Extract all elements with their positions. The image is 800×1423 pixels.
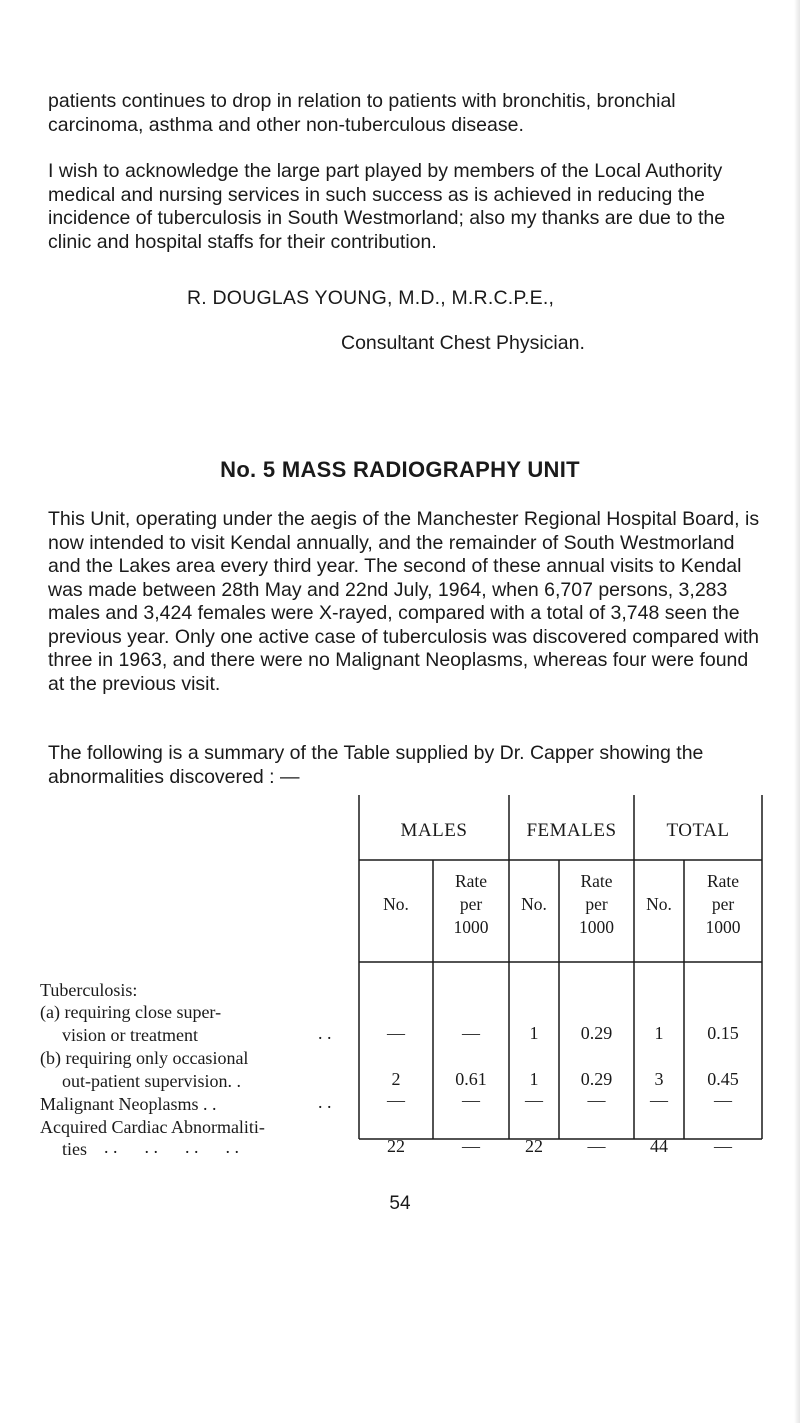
table-cell: 44 xyxy=(650,1136,668,1156)
table-cell: 22 xyxy=(525,1136,543,1156)
per-word: per xyxy=(459,894,483,914)
table-cell: — xyxy=(587,1136,606,1156)
header-total: TOTAL xyxy=(666,820,730,841)
intro-paragraph-2: I wish to acknowledge the large part played by members of the Local Authority medical and nursing services in such success as is achieved in reducing the incidence of tuberculosis in South Westmorland; also my thanks are due to the clinic and hospital staffs for their contribution. xyxy=(48,160,726,253)
table-cell: — xyxy=(587,1090,606,1110)
table-cell: 1 xyxy=(529,1069,539,1089)
per-word: per xyxy=(711,894,735,914)
per-word: per xyxy=(585,894,608,914)
table-cell: — xyxy=(650,1090,668,1110)
intro-paragraph-1: patients continues to drop in relation to patients with bronchitis, bronchial carcinoma, asthma and other non-tuberculous disease. xyxy=(48,90,676,136)
row-label-cardiac-line1: Acquired Cardiac Abnormaliti- xyxy=(40,1117,265,1137)
table-cell: 1 xyxy=(654,1023,664,1043)
thousand-word: 1000 xyxy=(453,917,489,937)
leader-dots: . . xyxy=(318,1092,332,1112)
thousand-word: 1000 xyxy=(705,917,741,937)
table-cell: 1 xyxy=(529,1023,539,1043)
table-cell: — xyxy=(387,1023,405,1043)
row-label-b-line1: (b) requiring only occasional xyxy=(40,1048,249,1068)
subheader-males-no: No. xyxy=(383,894,409,914)
subheader-males-rate xyxy=(433,870,509,939)
table-cell: 0.29 xyxy=(580,1023,613,1043)
signature-name: R. DOUGLAS YOUNG, M.D., M.R.C.P.E., xyxy=(187,287,555,309)
table-cell: — xyxy=(462,1136,480,1156)
table-cell: — xyxy=(714,1090,732,1110)
row-label-malignant: Malignant Neoplasms . . xyxy=(40,1094,217,1114)
rate-word: Rate xyxy=(580,871,613,891)
table-cell: — xyxy=(525,1090,543,1110)
signature-title: Consultant Chest Physician. xyxy=(341,332,585,354)
table-cell: 0.29 xyxy=(580,1069,613,1089)
row-label-b-line2: out-patient supervision. . xyxy=(62,1071,241,1091)
rate-word: Rate xyxy=(454,871,488,891)
table-cell: — xyxy=(462,1023,480,1043)
row-label-a-line1: (a) requiring close super- xyxy=(40,1002,222,1022)
subheader-females-no: No. xyxy=(521,894,547,914)
table-cell: 2 xyxy=(391,1069,401,1089)
section-paragraph-2: The following is a summary of the Table supplied by Dr. Capper showing the abnormalities discovered : — xyxy=(48,742,704,788)
section-heading: No. 5 MASS RADIOGRAPHY UNIT xyxy=(220,457,580,482)
table-cell: — xyxy=(462,1090,480,1110)
rate-word: Rate xyxy=(706,871,740,891)
row-label-cardiac-line2: ties xyxy=(62,1139,87,1159)
subheader-total-no: No. xyxy=(646,894,672,914)
leader-dots: . . xyxy=(318,1023,332,1043)
table-cell: 0.61 xyxy=(455,1069,487,1089)
row-label-tuberculosis: Tuberculosis: xyxy=(40,980,138,1000)
row-label-a-line2: vision or treatment xyxy=(62,1025,198,1045)
header-females: FEMALES xyxy=(526,820,617,841)
table-cell: — xyxy=(714,1136,732,1156)
leader-dots: . . . . . . . . xyxy=(104,1137,239,1157)
table-cell: 3 xyxy=(654,1069,664,1089)
header-males: MALES xyxy=(400,820,468,841)
subheader-females-rate xyxy=(559,870,634,939)
section-paragraph-1: This Unit, operating under the aegis of the Manchester Regional Hospital Board, is now intended to visit Kendal annually, and the remainder of South Westmorland and the Lakes area every third year. The second of these annual visits to Kendal was made between 28th May and 22nd July, 1964, when 6,707 persons, 3,283 males and 3,424 females were X-rayed, compared with a total of 3,748 seen the previous year. Only one active case of tuberculosis was discovered compared with three in 1963, and there were no Malignant Neoplasms, whereas four were found at the previous visit. xyxy=(48,508,760,695)
thousand-word: 1000 xyxy=(579,917,614,937)
table-cell: 22 xyxy=(387,1136,405,1156)
table-cell: — xyxy=(387,1090,405,1110)
subheader-total-rate xyxy=(684,870,762,939)
table-cell: 0.15 xyxy=(707,1023,739,1043)
page-number: 54 xyxy=(389,1193,411,1214)
table-cell: 0.45 xyxy=(707,1069,739,1089)
